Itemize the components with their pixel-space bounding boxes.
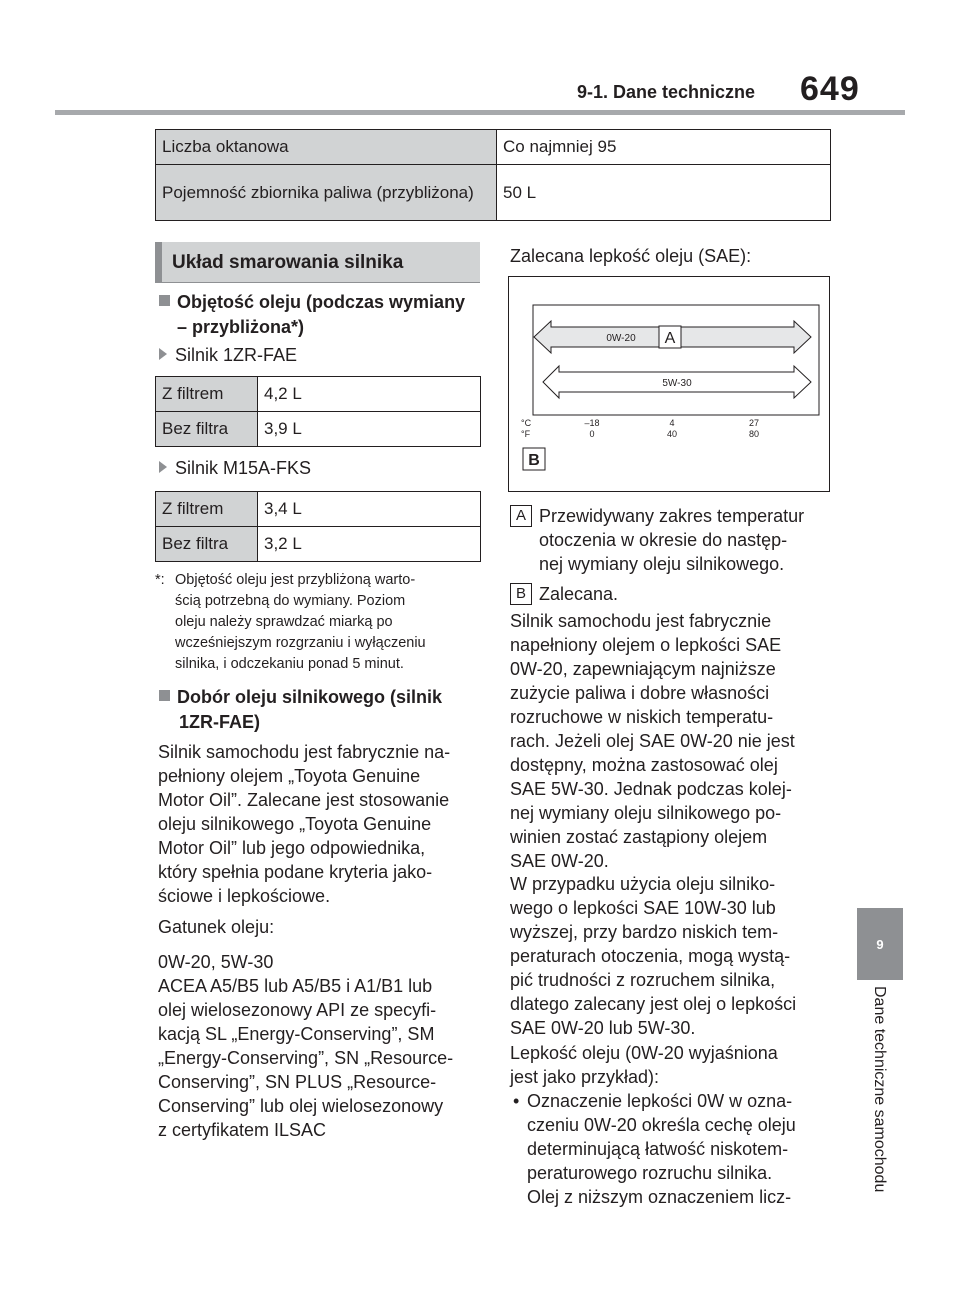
oil-capacity-table-m15a — [155, 491, 481, 562]
footnote-line: oleju należy sprawdzać miarką po — [175, 614, 393, 630]
table-row — [156, 492, 481, 527]
tick-celsius: –18 — [584, 418, 600, 428]
table-cell-value: 3,4 L — [258, 492, 481, 527]
unit-fahrenheit: °F — [521, 429, 531, 439]
bar-5w30-label: 5W-30 — [662, 378, 692, 389]
viscosity-paragraph-1: Silnik samochodu jest fabrycznie napełniony olejem o lepkości SAE 0W-20, zapewniającym najniższe zużycie paliwa i dobre własności rozruchowe w niskich temperatu- rach. Jeżeli olej SAE 0W-20 nie jest dostępny, można zastosować olej SAE 5W-30. Jednak podczas kolej- nej wymiany oleju silnikowego po- winien zostać zastąpiony olejem SAE 0W-20. — [510, 611, 795, 871]
table-cell-label: Liczba oktanowa — [156, 130, 497, 165]
oil-capacity-table-1zr — [155, 376, 481, 447]
viscosity-heading: Zalecana lepkość oleju (SAE): — [510, 246, 752, 266]
table-cell-value: 50 L — [497, 165, 831, 221]
footnote-line: wcześniejszym rozgrzaniu i wyłączeniu — [175, 635, 426, 651]
viscosity-diagram — [508, 276, 830, 492]
table-row — [156, 377, 481, 412]
table-cell-value: 3,2 L — [258, 527, 481, 562]
legend-b: B Zalecana. — [510, 582, 618, 606]
square-bullet-icon — [159, 690, 170, 701]
table-cell-value: 3,9 L — [258, 412, 481, 447]
oil-grade-label: Gatunek oleju: — [158, 917, 275, 937]
callout-a: A — [664, 330, 676, 347]
table-cell-value: 4,2 L — [258, 377, 481, 412]
bullet-dot: • — [513, 1091, 520, 1111]
chapter-tab-number: 9 — [857, 908, 903, 980]
footnote — [155, 570, 485, 675]
oil-grade-list: 0W-20, 5W-30 ACEA A5/B5 lub A5/B5 i A1/B1 lub olej wielosezonowy API ze specyfi- kacją SL „Energy-Conserving”, SM „Energy-Conserving”, SN „Resource- Conserving”, SN PLUS „Resource- Conserving” lub olej wielosezonowy z certyfikatem ILSAC — [158, 952, 454, 1140]
bar-0w20-label: 0W-20 — [606, 333, 636, 344]
triangle-bullet-icon — [159, 348, 167, 360]
legend-b-mark: B — [510, 583, 532, 605]
tick-fahrenheit: 0 — [589, 429, 595, 439]
legend-a-mark: A — [510, 505, 532, 527]
section-header — [155, 242, 480, 283]
viscosity-paragraph-3: Lepkość oleju (0W-20 wyjaśniona jest jako przykład): — [510, 1043, 778, 1087]
tick-fahrenheit: 40 — [666, 429, 678, 439]
header-rule — [55, 110, 905, 115]
footnote-line: silnika, i odczekaniu ponad 5 minut. — [175, 656, 404, 672]
table-cell-label: Z filtrem — [156, 377, 258, 412]
table-row — [156, 412, 481, 447]
triangle-bullet-icon — [159, 461, 167, 473]
engine-label-1zr: Silnik 1ZR-FAE — [159, 343, 297, 367]
table-cell-label: Bez filtra — [156, 412, 258, 447]
oil-selection-paragraph: Silnik samochodu jest fabrycznie na- pełniony olejem „Toyota Genuine Motor Oil”. Zalecane jest stosowanie oleju silnikowego „Toyota Genuine Motor Oil” lub jego odpowiednika, który spełnia podane kryteria jako- ściowe i lepkościowe. — [158, 742, 451, 906]
table-cell-label: Bez filtra — [156, 527, 258, 562]
page-number: 649 — [800, 70, 860, 108]
footnote-mark: *: — [155, 572, 165, 588]
running-header-title: 9-1. Dane techniczne — [577, 82, 756, 102]
legend-a: A Przewidywany zakres temperatur otoczenia w okresie do następ- nej wymiany oleju silnikowego. — [510, 504, 835, 576]
chapter-tab-title: Dane techniczne samochodu — [871, 986, 888, 1193]
fuel-spec-table — [155, 129, 831, 221]
table-cell-label: Pojemność zbiornika paliwa (przybliżona) — [156, 165, 497, 221]
section-title: Układ smarowania silnika — [172, 252, 404, 273]
callout-b: B — [528, 452, 540, 469]
table-row — [156, 130, 831, 165]
unit-celsius: °C — [521, 418, 532, 428]
square-bullet-icon — [159, 295, 170, 306]
tick-celsius: 4 — [669, 418, 675, 428]
tick-celsius: 27 — [748, 418, 760, 428]
footnote-line: ścią potrzebną do wymiany. Poziom — [175, 593, 406, 609]
table-row — [156, 165, 831, 221]
viscosity-chart — [509, 277, 829, 491]
oil-selection-heading: Dobór oleju silnikowego (silnik 1ZR-FAE) — [159, 685, 479, 735]
table-cell-value: Co najmniej 95 — [497, 130, 831, 165]
diagram-frame — [533, 305, 819, 415]
viscosity-bullet: • Oznaczenie lepkości 0W w ozna- czeniu 0W-20 określa cechę oleju determinującą łatwość niskotem- peraturowego rozruchu silnika. Olej z niższym oznaczeniem licz- — [513, 1091, 796, 1207]
engine-label-m15a: Silnik M15A-FKS — [159, 456, 311, 480]
table-cell-label: Z filtrem — [156, 492, 258, 527]
tick-fahrenheit: 80 — [748, 429, 760, 439]
oil-capacity-heading: Objętość oleju (podczas wymiany – przybliżona*) — [159, 290, 479, 340]
footnote-line: Objętość oleju jest przybliżoną warto- — [175, 572, 416, 588]
table-row — [156, 527, 481, 562]
viscosity-paragraph-2: W przypadku użycia oleju silniko- wego o lepkości SAE 10W-30 lub wyższej, przy bardzo niskich tem- peraturach otoczenia, mogą wystą- pić trudności z rozruchem silnika, dlatego zalecany jest olej o lepkości SAE 0W-20 lub 5W-30. — [510, 874, 797, 1038]
